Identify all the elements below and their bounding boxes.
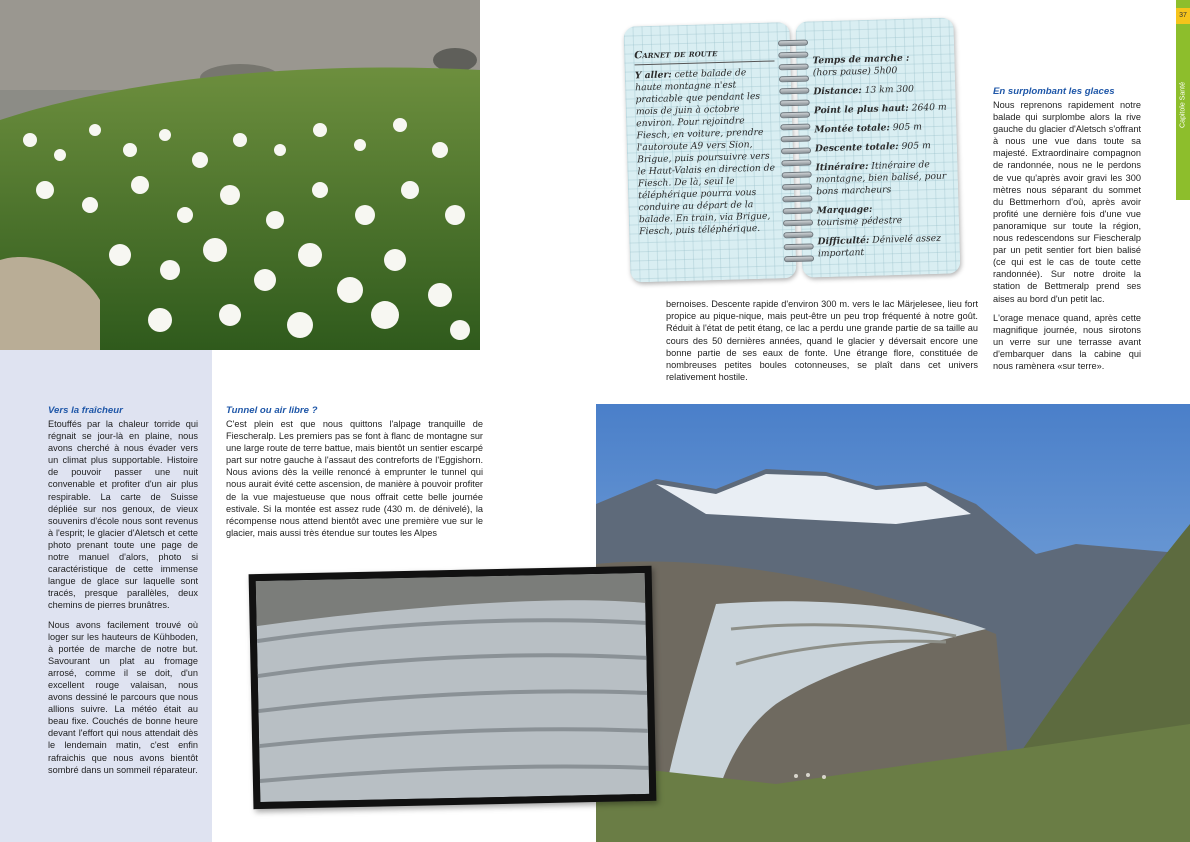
center-top-text: [666, 298, 978, 383]
right-paragraph-1: Nous reprenons rapidement notre balade qui surplombe alors la rive gauche du glacier d'Aletsch s'offrant à nous une vue dans toute sa majesté. Extraordinaire compagnon de randonnée, nous ne le perdons de vue qu'après avoir gravi les 300 mètres nous séparant du sommet du Bettmerhorn d'où, après avoir profité une dernière fois d'une vue panoramique sur toute la région, nous redescendons sur Fiescheralp par un petit sentier fort bien balisé (ce qui est le cas de toute cette randonnée). Sur notre droite la station de Bettmeralp prend ses aises au bord d'un petit lac.: [993, 100, 1141, 304]
middle-column: [226, 405, 483, 539]
cotton-grass-photo: [0, 0, 480, 350]
y-aller-text: cette balade de haute montagne n'est praticable que pendant les mois de juin à octobre environ. Pour rejoindre Fiesch, en voiture, prendre l'autoroute A9 vers Sion, Brigue, puis poursuivre vers le Haut-Valais en direction de Fiesch. De là, seul le téléphérique pourra vous conduire au départ de la balade. En train, via Brigue, Fiesch, puis téléphérique.: [635, 67, 776, 238]
page-number: 37: [1176, 8, 1190, 24]
itinerary-label: Itinéraire:: [815, 160, 869, 174]
left-heading: Vers la fraîcheur: [48, 405, 123, 416]
difficulty-value: Dénivelé assez important: [817, 232, 942, 260]
right-column: [993, 86, 1141, 372]
marking-value: tourisme pédestre: [816, 214, 903, 229]
notebook-left-page: [623, 22, 796, 283]
left-column: [48, 405, 198, 776]
itinerary-value: Itinéraire de montagne, bien balisé, pour bons marcheurs: [815, 159, 947, 198]
highest-point-label: Point le plus haut:: [813, 102, 909, 117]
aletsch-glacier-photo: [596, 404, 1190, 842]
notebook-right-page: [795, 17, 960, 277]
right-heading: En surplombant les glaces: [993, 86, 1115, 97]
middle-paragraph-1: C'est plein est que nous quittons l'alpage tranquille de Fiescheralp. Les premiers pas se font à flanc de montagne sur une large route de terre battue, mais bientôt un sentier escarpé part sur notre gauche à l'assaut des contreforts de l'Eggishorn. Nous avions dès la veille renoncé à emprunter le tunnel qui nous aurait évité cette ascension, de manière à pouvoir profiter de la vue majestueuse que nous offrait cette belle journée estivale. Si la montée est assez rude (430 m. de dénivelé), la récompense nous attend bientôt avec une première vue sur le glacier, mais aussi très étendue sur toutes les Alpes: [226, 419, 483, 538]
ascent-value: 905 m: [892, 121, 923, 134]
section-label-text: Capitole Santé: [1179, 82, 1187, 128]
left-paragraph-1: Etouffés par la chaleur torride qui régnait se jour-là en plaine, nous avons cherché à nous évader vers un climat plus supportable. Histoire de pouvoir passer une nuit convenable et profiter d'un air plus respirable. La carte de Suisse dépliée sur nos genoux, de vieux souvenirs d'école nous sont revenus à l'esprit; le glacier d'Aletsch et cette photo prenant toute une page de notre manuel d'alors, photo si caractéristique de cette immense langue de glace sur laquelle sont tracés, presque parallèles, deux chemins de pierres brunâtres.: [48, 419, 198, 611]
section-label: [1176, 30, 1190, 180]
marking-label: Marquage:: [816, 203, 873, 217]
glacier-surface-photo: [249, 566, 657, 809]
ascent-label: Montée totale:: [814, 122, 890, 136]
descent-value: 905 m: [901, 140, 931, 152]
highest-point-value: 2640 m: [911, 101, 947, 114]
temps-label: Temps de marche :: [812, 52, 910, 67]
route-notebook: [623, 17, 960, 282]
y-aller-label: Y aller:: [634, 69, 672, 82]
notebook-spiral-binding: [778, 40, 814, 266]
middle-heading: Tunnel ou air libre ?: [226, 405, 318, 416]
difficulty-label: Difficulté:: [817, 234, 870, 248]
center-top-paragraph: bernoises. Descente rapide d'environ 300 m. vers le lac Märjelesee, lieu fort propice au pique-nique, mais peut-être un peu trop fréquenté à notre goût. Réduit à l'état de petit étang, ce lac a perdu une grande partie de sa taille au cours des 50 dernières années, quand le glacier y déversait encore une bonne partie de ses eaux de fonte. Une étrange flore, constituée de nombreuses petites boules cotonneuses, se plaît dans cet univers relativement hostile.: [666, 299, 978, 383]
right-paragraph-2: L'orage menace quand, après cette magnifique journée, nous sirotons un verre sur une terrasse avant d'embarquer dans la cabine qui nous ramènera «sur terre».: [993, 312, 1141, 371]
descent-label: Descente totale:: [814, 141, 899, 155]
left-paragraph-2: Nous avons facilement trouvé où loger sur les hauteurs de Kühboden, à portée de marche de notre but. Savourant un plat au fromage arrosé, comme il se doit, d'un excellent rouge valaisan, nous avons dessiné le parcours que nous allions suivre. La météo était au beau fixe. Couchés de bonne heure devant l'effort qui nous attendait dès le lendemain matin, c'est enfin rafraichis que nous avons bientôt sombré dans un sommeil réparateur.: [48, 619, 198, 775]
temps-value: (hors pause) 5h00: [812, 65, 898, 79]
distance-value: 13 km 300: [864, 83, 915, 96]
distance-label: Distance:: [813, 85, 862, 98]
notebook-title: Carnet de route: [634, 46, 774, 65]
